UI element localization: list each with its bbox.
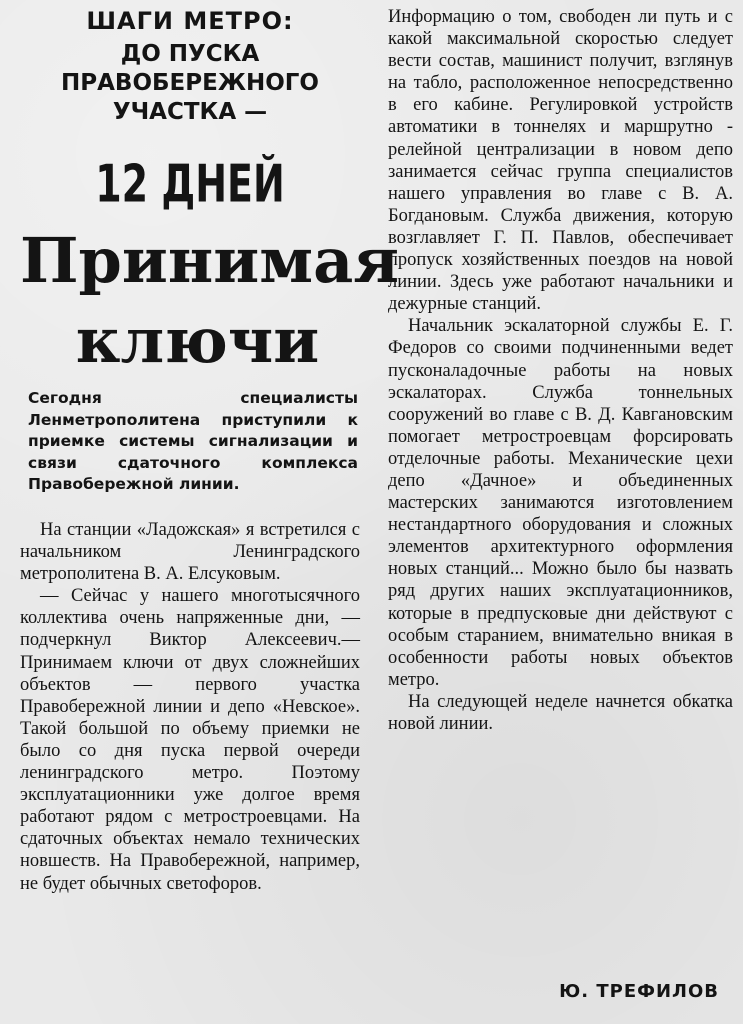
paragraph: — Сейчас у нашего многотысячного коллектива очень напряженные дни, — подчеркнул Виктор Алексеевич.—Принимаем ключи от двух сложнейших объектов — первого участка Правобережной линии и депо «Невское». Такой большой по объему приемки не было со дня пуска первой очереди ленинградского метро. Поэтому эксплуатационники уже долгое время работают рядом с метростроевцами. На сдаточных объектах немало технических новшеств. На Правобережной, например, не будет обычных светофоров. — [20, 586, 360, 894]
days-countdown: 12 ДНЕЙ — [95, 154, 285, 214]
paragraph: Начальник эскалаторной службы Е. Г. Федоров со своими подчиненными ведет пусконаладочные работы на новых эскалаторах. Служба тоннельных сооружений во главе с В. Д. Кавгановским помогает метростроевцам форсировать отделочные работы. Механические цехи депо «Дачное» и объединенных мастерских занимаются изготовлением нестандартного оборудования и сложных элементов архитектурного оформления новых станций... Можно было бы назвать ряд других наших эксплуатационников, которые в предпусковые дни действуют с особым старанием, внимательно вникая в особенности работы новых объектов метро. — [388, 316, 733, 690]
left-column — [20, 6, 400, 1018]
right-column — [388, 6, 733, 1018]
paragraph: На станции «Ладожская» я встретился с начальником Ленинградского метрополитена В. А. Елсуковым. — [20, 520, 360, 585]
rubric-title: ШАГИ МЕТРО: — [86, 7, 294, 35]
right-body-text — [388, 6, 733, 735]
author-signature: Ю. ТРЕФИЛОВ — [559, 981, 719, 1002]
article-headline: Принимая ключи — [20, 224, 400, 377]
article-lead: Сегодня специалисты Ленметрополитена приступили к приемке системы сигнализации и связи сдаточного комплекса Правобережной линии. — [28, 389, 358, 493]
paragraph: Информацию о том, свободен ли путь и с какой максимальной скоростью следует вести состав, машинист получит, взглянув на табло, расположенное непосредственно в его кабине. Регулировкой устройств автоматики в тоннелях и маршрутно - релейной централизации в новом депо занимается сейчас группа специалистов нашего управления во главе с В. А. Богдановым. Служба движения, которую возглавляет Г. П. Павлов, обеспечивает пропуск хозяйственных поездов на новой линии. Здесь уже работают начальники и дежурные станций. — [388, 7, 733, 315]
left-body-text — [20, 519, 360, 895]
paragraph: На следующей неделе начнется обкатка новой линии. — [388, 691, 733, 734]
rubric-subtitle: ДО ПУСКА ПРАВОБЕРЕЖНОГО УЧАСТКА — — [61, 41, 319, 125]
